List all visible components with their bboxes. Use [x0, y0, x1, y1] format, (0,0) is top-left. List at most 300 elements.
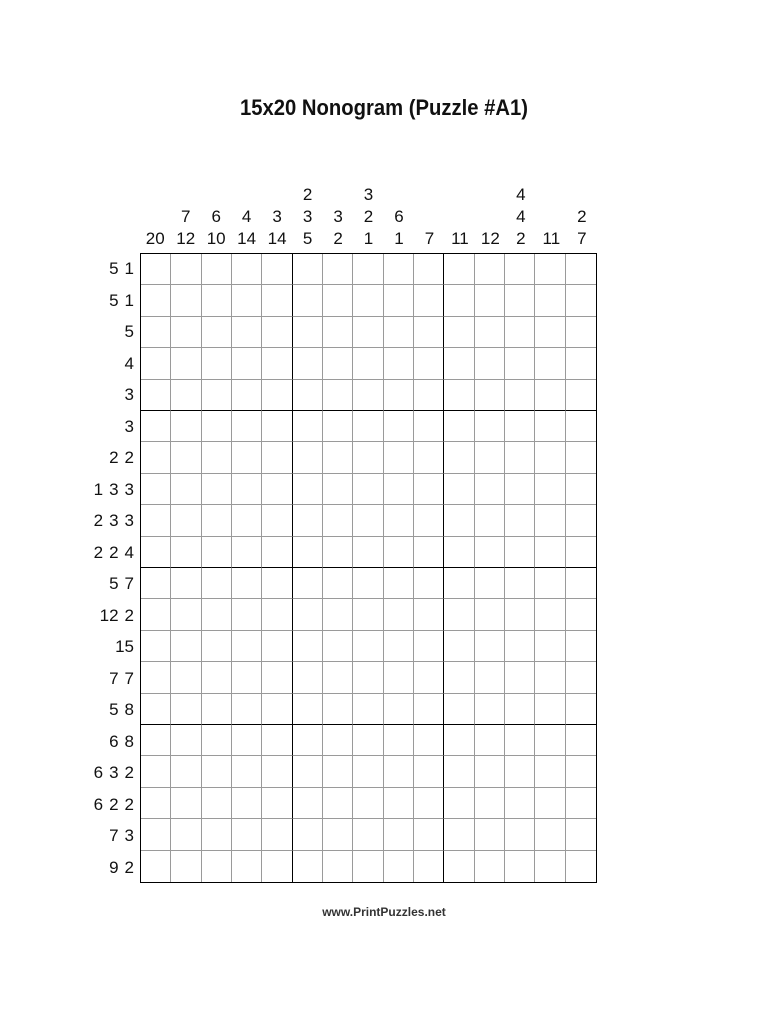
grid-cell[interactable]: [323, 380, 353, 411]
grid-cell[interactable]: [262, 568, 292, 599]
grid-cell[interactable]: [202, 442, 232, 473]
grid-cell[interactable]: [535, 756, 565, 787]
grid-cell[interactable]: [444, 317, 474, 348]
grid-cell[interactable]: [171, 599, 201, 630]
grid-cell[interactable]: [444, 474, 474, 505]
grid-cell[interactable]: [141, 285, 171, 316]
grid-cell[interactable]: [232, 317, 262, 348]
grid-cell[interactable]: [202, 851, 232, 882]
grid-cell[interactable]: [535, 631, 565, 662]
grid-cell[interactable]: [262, 599, 292, 630]
grid-cell[interactable]: [505, 725, 535, 756]
grid-cell[interactable]: [171, 505, 201, 536]
grid-cell[interactable]: [535, 851, 565, 882]
grid-cell[interactable]: [141, 505, 171, 536]
grid-cell[interactable]: [171, 725, 201, 756]
grid-cell[interactable]: [353, 380, 383, 411]
grid-cell[interactable]: [171, 380, 201, 411]
grid-cell[interactable]: [475, 474, 505, 505]
grid-cell[interactable]: [293, 662, 323, 693]
grid-cell[interactable]: [293, 725, 323, 756]
grid-cell[interactable]: [384, 254, 414, 285]
grid-cell[interactable]: [293, 317, 323, 348]
grid-cell[interactable]: [444, 788, 474, 819]
grid-cell[interactable]: [384, 851, 414, 882]
grid-cell[interactable]: [353, 474, 383, 505]
grid-cell[interactable]: [475, 348, 505, 379]
grid-cell[interactable]: [535, 788, 565, 819]
grid-cell[interactable]: [353, 411, 383, 442]
grid-cell[interactable]: [475, 254, 505, 285]
grid-cell[interactable]: [505, 474, 535, 505]
grid-cell[interactable]: [444, 662, 474, 693]
grid-cell[interactable]: [232, 442, 262, 473]
grid-cell[interactable]: [262, 537, 292, 568]
grid-cell[interactable]: [475, 599, 505, 630]
grid-cell[interactable]: [232, 694, 262, 725]
grid-cell[interactable]: [293, 819, 323, 850]
grid-cell[interactable]: [202, 788, 232, 819]
grid-cell[interactable]: [505, 317, 535, 348]
grid-cell[interactable]: [353, 348, 383, 379]
grid-cell[interactable]: [384, 442, 414, 473]
grid-cell[interactable]: [535, 317, 565, 348]
grid-cell[interactable]: [384, 285, 414, 316]
grid-cell[interactable]: [566, 380, 596, 411]
grid-cell[interactable]: [141, 411, 171, 442]
grid-cell[interactable]: [353, 599, 383, 630]
grid-cell[interactable]: [444, 505, 474, 536]
grid-cell[interactable]: [293, 285, 323, 316]
grid-cell[interactable]: [141, 819, 171, 850]
grid-cell[interactable]: [171, 756, 201, 787]
grid-cell[interactable]: [353, 694, 383, 725]
grid-cell[interactable]: [141, 474, 171, 505]
grid-cell[interactable]: [566, 285, 596, 316]
grid-cell[interactable]: [202, 725, 232, 756]
grid-cell[interactable]: [262, 505, 292, 536]
grid-cell[interactable]: [566, 819, 596, 850]
grid-cell[interactable]: [141, 317, 171, 348]
grid-cell[interactable]: [475, 788, 505, 819]
grid-cell[interactable]: [384, 694, 414, 725]
grid-cell[interactable]: [323, 411, 353, 442]
grid-cell[interactable]: [566, 411, 596, 442]
grid-cell[interactable]: [202, 254, 232, 285]
grid-cell[interactable]: [444, 285, 474, 316]
grid-cell[interactable]: [141, 694, 171, 725]
grid-cell[interactable]: [566, 348, 596, 379]
grid-cell[interactable]: [384, 725, 414, 756]
grid-cell[interactable]: [202, 411, 232, 442]
grid-cell[interactable]: [414, 599, 444, 630]
grid-cell[interactable]: [384, 599, 414, 630]
grid-cell[interactable]: [475, 537, 505, 568]
grid-cell[interactable]: [141, 851, 171, 882]
grid-cell[interactable]: [323, 788, 353, 819]
grid-cell[interactable]: [171, 442, 201, 473]
grid-cell[interactable]: [323, 317, 353, 348]
grid-cell[interactable]: [141, 442, 171, 473]
grid-cell[interactable]: [202, 317, 232, 348]
grid-cell[interactable]: [232, 285, 262, 316]
grid-cell[interactable]: [444, 851, 474, 882]
grid-cell[interactable]: [293, 411, 323, 442]
grid-cell[interactable]: [293, 348, 323, 379]
grid-cell[interactable]: [262, 254, 292, 285]
grid-cell[interactable]: [444, 756, 474, 787]
grid-cell[interactable]: [141, 348, 171, 379]
grid-cell[interactable]: [414, 756, 444, 787]
grid-cell[interactable]: [414, 505, 444, 536]
grid-cell[interactable]: [323, 505, 353, 536]
grid-cell[interactable]: [232, 411, 262, 442]
grid-cell[interactable]: [475, 819, 505, 850]
grid-cell[interactable]: [323, 631, 353, 662]
grid-cell[interactable]: [171, 285, 201, 316]
grid-cell[interactable]: [202, 537, 232, 568]
grid-cell[interactable]: [353, 631, 383, 662]
grid-cell[interactable]: [262, 788, 292, 819]
grid-cell[interactable]: [384, 537, 414, 568]
grid-cell[interactable]: [566, 725, 596, 756]
grid-cell[interactable]: [141, 254, 171, 285]
grid-cell[interactable]: [505, 254, 535, 285]
grid-cell[interactable]: [202, 694, 232, 725]
grid-cell[interactable]: [414, 411, 444, 442]
grid-cell[interactable]: [323, 694, 353, 725]
grid-cell[interactable]: [141, 537, 171, 568]
grid-cell[interactable]: [171, 851, 201, 882]
grid-cell[interactable]: [141, 568, 171, 599]
grid-cell[interactable]: [505, 599, 535, 630]
grid-cell[interactable]: [475, 725, 505, 756]
grid-cell[interactable]: [535, 380, 565, 411]
grid-cell[interactable]: [323, 254, 353, 285]
grid-cell[interactable]: [232, 599, 262, 630]
grid-cell[interactable]: [444, 819, 474, 850]
grid-cell[interactable]: [535, 474, 565, 505]
grid-cell[interactable]: [505, 568, 535, 599]
grid-cell[interactable]: [414, 788, 444, 819]
grid-cell[interactable]: [414, 662, 444, 693]
grid-cell[interactable]: [384, 756, 414, 787]
grid-cell[interactable]: [505, 662, 535, 693]
grid-cell[interactable]: [323, 537, 353, 568]
grid-cell[interactable]: [505, 380, 535, 411]
grid-cell[interactable]: [262, 348, 292, 379]
grid-cell[interactable]: [505, 537, 535, 568]
grid-cell[interactable]: [475, 631, 505, 662]
grid-cell[interactable]: [535, 442, 565, 473]
grid-cell[interactable]: [323, 851, 353, 882]
grid-cell[interactable]: [262, 725, 292, 756]
grid-cell[interactable]: [535, 505, 565, 536]
grid-cell[interactable]: [566, 505, 596, 536]
grid-cell[interactable]: [566, 694, 596, 725]
grid-cell[interactable]: [535, 254, 565, 285]
grid-cell[interactable]: [414, 568, 444, 599]
grid-cell[interactable]: [202, 756, 232, 787]
grid-cell[interactable]: [323, 819, 353, 850]
grid-cell[interactable]: [475, 694, 505, 725]
grid-cell[interactable]: [232, 725, 262, 756]
grid-cell[interactable]: [293, 474, 323, 505]
grid-cell[interactable]: [535, 819, 565, 850]
grid-cell[interactable]: [475, 380, 505, 411]
grid-cell[interactable]: [232, 348, 262, 379]
grid-cell[interactable]: [566, 568, 596, 599]
grid-cell[interactable]: [353, 285, 383, 316]
grid-cell[interactable]: [444, 694, 474, 725]
grid-cell[interactable]: [202, 819, 232, 850]
grid-cell[interactable]: [384, 348, 414, 379]
grid-cell[interactable]: [293, 254, 323, 285]
grid-cell[interactable]: [505, 851, 535, 882]
grid-cell[interactable]: [384, 662, 414, 693]
grid-cell[interactable]: [353, 442, 383, 473]
grid-cell[interactable]: [384, 505, 414, 536]
grid-cell[interactable]: [262, 631, 292, 662]
grid-cell[interactable]: [535, 568, 565, 599]
grid-cell[interactable]: [293, 568, 323, 599]
grid-cell[interactable]: [414, 537, 444, 568]
grid-cell[interactable]: [232, 380, 262, 411]
grid-cell[interactable]: [505, 505, 535, 536]
grid-cell[interactable]: [232, 631, 262, 662]
grid-cell[interactable]: [414, 380, 444, 411]
grid-cell[interactable]: [323, 474, 353, 505]
grid-cell[interactable]: [171, 537, 201, 568]
grid-cell[interactable]: [293, 380, 323, 411]
grid-cell[interactable]: [384, 788, 414, 819]
grid-cell[interactable]: [566, 599, 596, 630]
grid-cell[interactable]: [232, 851, 262, 882]
grid-cell[interactable]: [384, 317, 414, 348]
grid-cell[interactable]: [353, 505, 383, 536]
grid-cell[interactable]: [414, 348, 444, 379]
grid-cell[interactable]: [353, 725, 383, 756]
grid-cell[interactable]: [505, 694, 535, 725]
grid-cell[interactable]: [171, 317, 201, 348]
grid-cell[interactable]: [384, 568, 414, 599]
grid-cell[interactable]: [353, 568, 383, 599]
grid-cell[interactable]: [444, 537, 474, 568]
grid-cell[interactable]: [293, 537, 323, 568]
grid-cell[interactable]: [353, 788, 383, 819]
grid-cell[interactable]: [353, 662, 383, 693]
grid-cell[interactable]: [262, 411, 292, 442]
grid-cell[interactable]: [232, 537, 262, 568]
grid-cell[interactable]: [171, 474, 201, 505]
grid-cell[interactable]: [353, 756, 383, 787]
grid-cell[interactable]: [566, 537, 596, 568]
grid-cell[interactable]: [323, 285, 353, 316]
grid-cell[interactable]: [475, 285, 505, 316]
grid-cell[interactable]: [535, 537, 565, 568]
grid-cell[interactable]: [141, 631, 171, 662]
grid-cell[interactable]: [475, 568, 505, 599]
grid-cell[interactable]: [475, 505, 505, 536]
grid-cell[interactable]: [414, 254, 444, 285]
grid-cell[interactable]: [505, 819, 535, 850]
grid-cell[interactable]: [323, 725, 353, 756]
grid-cell[interactable]: [414, 317, 444, 348]
grid-cell[interactable]: [414, 851, 444, 882]
grid-cell[interactable]: [414, 725, 444, 756]
grid-cell[interactable]: [141, 725, 171, 756]
grid-cell[interactable]: [262, 285, 292, 316]
grid-cell[interactable]: [202, 380, 232, 411]
grid-cell[interactable]: [171, 348, 201, 379]
grid-cell[interactable]: [262, 851, 292, 882]
grid-cell[interactable]: [566, 756, 596, 787]
grid-cell[interactable]: [444, 568, 474, 599]
grid-cell[interactable]: [444, 380, 474, 411]
grid-cell[interactable]: [202, 631, 232, 662]
grid-cell[interactable]: [293, 599, 323, 630]
grid-cell[interactable]: [384, 411, 414, 442]
grid-cell[interactable]: [444, 254, 474, 285]
grid-cell[interactable]: [262, 442, 292, 473]
grid-cell[interactable]: [171, 819, 201, 850]
grid-cell[interactable]: [262, 474, 292, 505]
grid-cell[interactable]: [141, 380, 171, 411]
grid-cell[interactable]: [171, 694, 201, 725]
grid-cell[interactable]: [414, 819, 444, 850]
grid-cell[interactable]: [293, 788, 323, 819]
grid-cell[interactable]: [171, 568, 201, 599]
grid-cell[interactable]: [202, 662, 232, 693]
grid-cell[interactable]: [171, 254, 201, 285]
grid-cell[interactable]: [444, 631, 474, 662]
grid-cell[interactable]: [566, 662, 596, 693]
grid-cell[interactable]: [505, 756, 535, 787]
grid-cell[interactable]: [535, 725, 565, 756]
grid-cell[interactable]: [262, 317, 292, 348]
grid-cell[interactable]: [414, 631, 444, 662]
grid-cell[interactable]: [475, 411, 505, 442]
grid-cell[interactable]: [353, 317, 383, 348]
grid-cell[interactable]: [262, 819, 292, 850]
grid-cell[interactable]: [141, 662, 171, 693]
grid-cell[interactable]: [232, 788, 262, 819]
grid-cell[interactable]: [232, 662, 262, 693]
grid-cell[interactable]: [262, 380, 292, 411]
grid-cell[interactable]: [323, 568, 353, 599]
grid-cell[interactable]: [414, 285, 444, 316]
grid-cell[interactable]: [262, 662, 292, 693]
grid-cell[interactable]: [262, 694, 292, 725]
grid-cell[interactable]: [444, 599, 474, 630]
grid-cell[interactable]: [566, 442, 596, 473]
grid-cell[interactable]: [353, 819, 383, 850]
grid-cell[interactable]: [566, 788, 596, 819]
grid-cell[interactable]: [535, 285, 565, 316]
grid-cell[interactable]: [475, 442, 505, 473]
grid-cell[interactable]: [475, 756, 505, 787]
grid-cell[interactable]: [384, 631, 414, 662]
grid-cell[interactable]: [232, 819, 262, 850]
grid-cell[interactable]: [323, 599, 353, 630]
grid-cell[interactable]: [262, 756, 292, 787]
grid-cell[interactable]: [202, 348, 232, 379]
grid-cell[interactable]: [444, 411, 474, 442]
grid-cell[interactable]: [444, 725, 474, 756]
grid-cell[interactable]: [566, 317, 596, 348]
grid-cell[interactable]: [202, 285, 232, 316]
grid-cell[interactable]: [293, 756, 323, 787]
grid-cell[interactable]: [535, 411, 565, 442]
grid-cell[interactable]: [232, 254, 262, 285]
grid-cell[interactable]: [535, 694, 565, 725]
grid-cell[interactable]: [141, 788, 171, 819]
grid-cell[interactable]: [475, 851, 505, 882]
grid-cell[interactable]: [535, 662, 565, 693]
grid-cell[interactable]: [323, 442, 353, 473]
grid-cell[interactable]: [232, 505, 262, 536]
grid-cell[interactable]: [566, 631, 596, 662]
grid-cell[interactable]: [414, 442, 444, 473]
grid-cell[interactable]: [535, 348, 565, 379]
grid-cell[interactable]: [444, 348, 474, 379]
grid-cell[interactable]: [232, 568, 262, 599]
grid-cell[interactable]: [535, 599, 565, 630]
grid-cell[interactable]: [475, 317, 505, 348]
grid-cell[interactable]: [384, 380, 414, 411]
grid-cell[interactable]: [384, 819, 414, 850]
grid-cell[interactable]: [414, 474, 444, 505]
grid-cell[interactable]: [475, 662, 505, 693]
grid-cell[interactable]: [202, 599, 232, 630]
grid-cell[interactable]: [353, 254, 383, 285]
grid-cell[interactable]: [202, 505, 232, 536]
grid-cell[interactable]: [293, 631, 323, 662]
grid-cell[interactable]: [566, 474, 596, 505]
grid-cell[interactable]: [323, 662, 353, 693]
grid-cell[interactable]: [353, 537, 383, 568]
grid-cell[interactable]: [293, 851, 323, 882]
grid-cell[interactable]: [414, 694, 444, 725]
grid-cell[interactable]: [505, 788, 535, 819]
grid-cell[interactable]: [323, 756, 353, 787]
grid-cell[interactable]: [566, 851, 596, 882]
grid-cell[interactable]: [232, 474, 262, 505]
grid-cell[interactable]: [141, 599, 171, 630]
grid-cell[interactable]: [232, 756, 262, 787]
grid-cell[interactable]: [505, 411, 535, 442]
grid-cell[interactable]: [353, 851, 383, 882]
grid-cell[interactable]: [293, 442, 323, 473]
grid-cell[interactable]: [384, 474, 414, 505]
grid-cell[interactable]: [171, 788, 201, 819]
grid-cell[interactable]: [505, 348, 535, 379]
grid-cell[interactable]: [202, 474, 232, 505]
grid-cell[interactable]: [293, 694, 323, 725]
grid-cell[interactable]: [323, 348, 353, 379]
grid-cell[interactable]: [444, 442, 474, 473]
grid-cell[interactable]: [566, 254, 596, 285]
grid-cell[interactable]: [141, 756, 171, 787]
grid-cell[interactable]: [293, 505, 323, 536]
grid-cell[interactable]: [505, 442, 535, 473]
grid-cell[interactable]: [505, 631, 535, 662]
grid-cell[interactable]: [202, 568, 232, 599]
grid-cell[interactable]: [505, 285, 535, 316]
grid-cell[interactable]: [171, 662, 201, 693]
grid-cell[interactable]: [171, 631, 201, 662]
grid-cell[interactable]: [171, 411, 201, 442]
